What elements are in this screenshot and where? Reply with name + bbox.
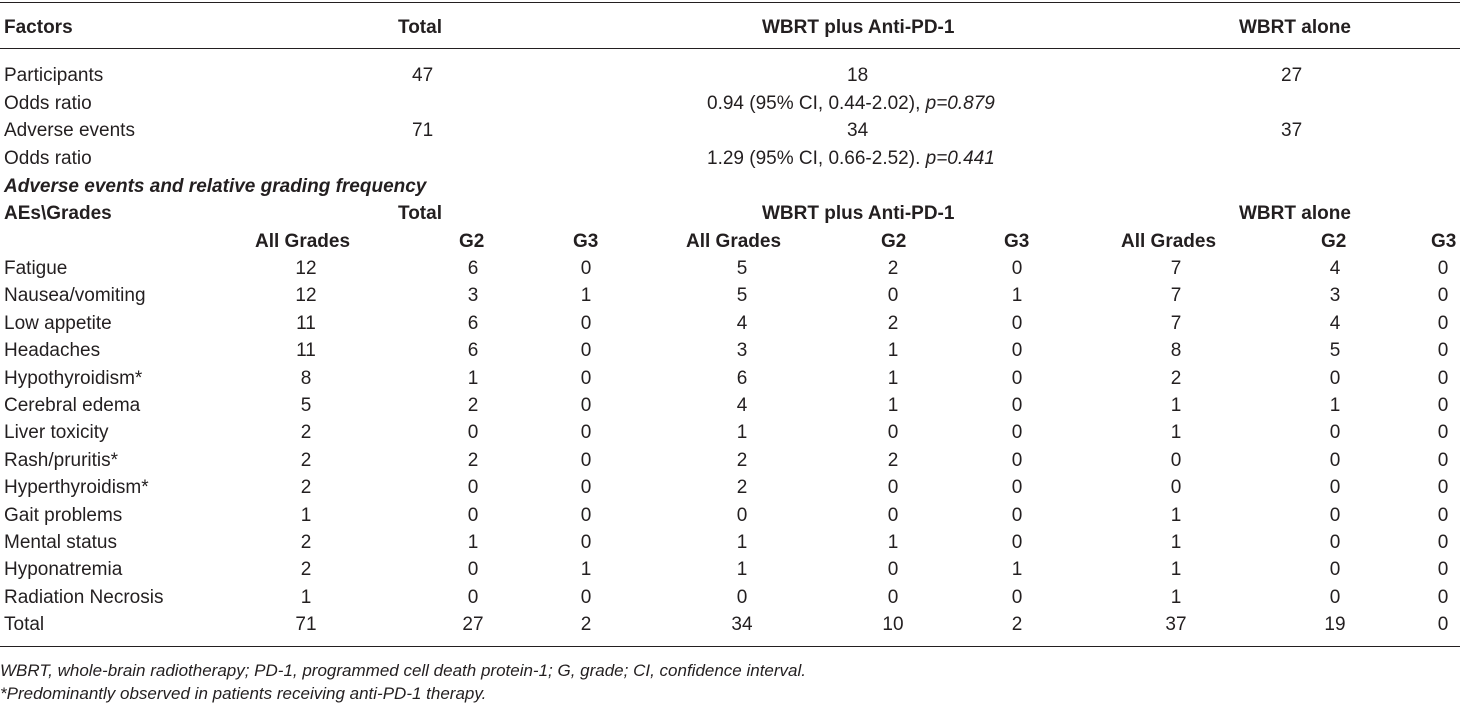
table-cell: 0 bbox=[1437, 340, 1449, 362]
table-cell: 0 bbox=[580, 395, 592, 416]
table-cell: 0 bbox=[1437, 367, 1449, 389]
table-cell: 0 bbox=[580, 258, 592, 279]
subheader-total: Total bbox=[398, 203, 442, 224]
table-cell: 0 bbox=[1329, 477, 1341, 499]
table-row bbox=[0, 447, 1460, 474]
table-cell: 2 bbox=[300, 449, 312, 471]
table-cell: 2 bbox=[467, 395, 479, 416]
table-cell: 12 bbox=[295, 258, 317, 279]
table-cell: 5 bbox=[736, 258, 748, 279]
table-cell: 0 bbox=[1329, 367, 1341, 389]
table-cell: 0 bbox=[1329, 449, 1341, 471]
table-cell: 0 bbox=[1437, 395, 1449, 416]
table-cell: 2 bbox=[887, 449, 899, 471]
row-label: Cerebral edema bbox=[4, 395, 141, 416]
grade-header-total-g3: G3 bbox=[573, 231, 599, 252]
row-label: Total bbox=[4, 614, 45, 636]
table-row bbox=[0, 282, 1460, 309]
table-cell: 1 bbox=[1329, 395, 1341, 416]
participants-alone: 27 bbox=[1281, 65, 1303, 86]
table-cell: 0 bbox=[887, 477, 899, 499]
adverse-events-alone: 37 bbox=[1281, 120, 1303, 141]
table-cell: 2 bbox=[300, 532, 312, 553]
table-cell: 2 bbox=[300, 559, 312, 581]
table-cell: 1 bbox=[1170, 504, 1182, 526]
table-cell: 0 bbox=[1011, 312, 1023, 334]
table-row bbox=[0, 611, 1460, 638]
table-cell: 1 bbox=[300, 504, 312, 526]
table-cell: 27 bbox=[462, 614, 484, 636]
table-cell: 2 bbox=[1170, 367, 1182, 389]
table-cell: 0 bbox=[887, 586, 899, 608]
table-cell: 0 bbox=[1011, 477, 1023, 499]
odds-ratio-row-2 bbox=[0, 145, 1460, 172]
header-combo: WBRT plus Anti-PD-1 bbox=[762, 17, 955, 38]
table-cell: 0 bbox=[1437, 586, 1449, 608]
row-label: Nausea/vomiting bbox=[4, 285, 146, 307]
table-cell: 7 bbox=[1170, 285, 1182, 307]
table-cell: 0 bbox=[580, 477, 592, 499]
table-cell: 34 bbox=[731, 614, 753, 636]
participants-combo: 18 bbox=[847, 65, 869, 86]
table-cell: 10 bbox=[882, 614, 904, 636]
header-total: Total bbox=[398, 17, 442, 38]
odds-ratio-value-1 bbox=[707, 90, 995, 117]
adverse-events-combo: 34 bbox=[847, 120, 869, 141]
table-cell: 1 bbox=[736, 532, 748, 553]
table-cell: 0 bbox=[1437, 258, 1449, 279]
odds-ratio-p-2: p=0.441 bbox=[925, 148, 995, 169]
table-cell: 3 bbox=[467, 285, 479, 307]
table-cell: 0 bbox=[1329, 422, 1341, 444]
table-cell: 0 bbox=[1329, 586, 1341, 608]
footnote-asterisk: *Predominantly observed in patients receiving anti-PD-1 therapy. bbox=[0, 684, 487, 703]
table-cell: 1 bbox=[300, 586, 312, 608]
table-cell: 0 bbox=[580, 340, 592, 362]
table-cell: 7 bbox=[1170, 258, 1182, 279]
table-row bbox=[0, 419, 1460, 446]
table-row bbox=[0, 310, 1460, 337]
row-label: Low appetite bbox=[4, 312, 112, 334]
table-cell: 71 bbox=[295, 614, 317, 636]
table-cell: 0 bbox=[580, 367, 592, 389]
table-cell: 4 bbox=[1329, 312, 1341, 334]
table-cell: 0 bbox=[1437, 614, 1449, 636]
table-cell: 0 bbox=[1011, 532, 1023, 553]
table-row bbox=[0, 474, 1460, 501]
table-row bbox=[0, 556, 1460, 583]
table-cell: 0 bbox=[887, 422, 899, 444]
table-cell: 0 bbox=[1437, 285, 1449, 307]
table-cell: 2 bbox=[467, 449, 479, 471]
table-cell: 8 bbox=[1170, 340, 1182, 362]
subheader-alone: WBRT alone bbox=[1239, 203, 1351, 224]
participants-label: Participants bbox=[4, 65, 104, 86]
table-cell: 1 bbox=[1170, 532, 1182, 553]
table-cell: 1 bbox=[736, 422, 748, 444]
footnote-abbreviations: WBRT, whole-brain radiotherapy; PD-1, programmed cell death protein-1; G, grade; CI, confidence interval. bbox=[0, 661, 807, 680]
row-label: Headaches bbox=[4, 340, 101, 362]
table-cell: 12 bbox=[295, 285, 317, 307]
table-cell: 1 bbox=[736, 559, 748, 581]
top-rule bbox=[0, 2, 1460, 3]
table-cell: 1 bbox=[887, 340, 899, 362]
table-cell: 1 bbox=[1011, 285, 1023, 307]
header-alone: WBRT alone bbox=[1239, 17, 1351, 38]
table-cell: 2 bbox=[1011, 614, 1023, 636]
table-cell: 0 bbox=[887, 285, 899, 307]
table-row bbox=[0, 255, 1460, 282]
table-cell: 7 bbox=[1170, 312, 1182, 334]
table-cell: 0 bbox=[467, 559, 479, 581]
table-row bbox=[0, 584, 1460, 611]
table-cell: 0 bbox=[467, 586, 479, 608]
table-cell: 0 bbox=[1011, 586, 1023, 608]
table-cell: 0 bbox=[1437, 504, 1449, 526]
subheader-row bbox=[0, 200, 1460, 227]
table-cell: 6 bbox=[736, 367, 748, 389]
odds-ratio-ci-1: 0.94 (95% CI, 0.44-2.02), bbox=[707, 93, 921, 114]
odds-ratio-row-1 bbox=[0, 90, 1460, 117]
table-cell: 0 bbox=[580, 586, 592, 608]
table-cell: 5 bbox=[736, 285, 748, 307]
table-cell: 1 bbox=[580, 285, 592, 307]
grade-header-alone-all: All Grades bbox=[1121, 231, 1217, 252]
table-cell: 0 bbox=[580, 504, 592, 526]
table-cell: 0 bbox=[1329, 559, 1341, 581]
table-cell: 1 bbox=[1170, 559, 1182, 581]
table-cell: 37 bbox=[1165, 614, 1187, 636]
table-cell: 0 bbox=[1011, 504, 1023, 526]
table-cell: 0 bbox=[1011, 258, 1023, 279]
table-cell: 6 bbox=[467, 312, 479, 334]
grade-header-row bbox=[0, 228, 1460, 255]
row-label: Fatigue bbox=[4, 258, 68, 279]
subheader-combo: WBRT plus Anti-PD-1 bbox=[762, 203, 955, 224]
row-label: Gait problems bbox=[4, 504, 123, 526]
table-cell: 4 bbox=[736, 312, 748, 334]
odds-ratio-label-2: Odds ratio bbox=[4, 148, 92, 169]
table-cell: 8 bbox=[300, 367, 312, 389]
table-cell: 0 bbox=[1437, 312, 1449, 334]
section-title: Adverse events and relative grading frequency bbox=[4, 176, 427, 197]
odds-ratio-label-1: Odds ratio bbox=[4, 93, 92, 114]
table-cell: 0 bbox=[580, 422, 592, 444]
section-title-row bbox=[0, 173, 1460, 200]
grade-header-total-all: All Grades bbox=[255, 231, 351, 252]
table-cell: 6 bbox=[467, 340, 479, 362]
table-row bbox=[0, 365, 1460, 392]
row-label: Radiation Necrosis bbox=[4, 586, 164, 608]
table-cell: 19 bbox=[1324, 614, 1346, 636]
grade-header-combo-g2: G2 bbox=[881, 231, 907, 252]
table-cell: 0 bbox=[1437, 559, 1449, 581]
table-cell: 2 bbox=[736, 449, 748, 471]
table-cell: 0 bbox=[1011, 367, 1023, 389]
table-cell: 0 bbox=[1011, 395, 1023, 416]
table-cell: 0 bbox=[1329, 504, 1341, 526]
subheader-aes-grades: AEs\Grades bbox=[4, 203, 112, 224]
table-row bbox=[0, 337, 1460, 364]
table-cell: 2 bbox=[580, 614, 592, 636]
adverse-events-label: Adverse events bbox=[4, 120, 135, 141]
row-label: Rash/pruritis* bbox=[4, 449, 119, 471]
table-cell: 2 bbox=[300, 477, 312, 499]
table-cell: 0 bbox=[1329, 532, 1341, 553]
table-cell: 0 bbox=[1170, 477, 1182, 499]
table-cell: 0 bbox=[736, 504, 748, 526]
table-cell: 1 bbox=[1170, 586, 1182, 608]
table-cell: 1 bbox=[1170, 395, 1182, 416]
grade-header-alone-g3: G3 bbox=[1431, 231, 1457, 252]
table-row bbox=[0, 502, 1460, 529]
participants-row bbox=[0, 62, 1460, 89]
table-cell: 1 bbox=[1170, 422, 1182, 444]
table-row bbox=[0, 529, 1460, 556]
table-cell: 5 bbox=[1329, 340, 1341, 362]
table-cell: 0 bbox=[1011, 449, 1023, 471]
table-cell: 5 bbox=[300, 395, 312, 416]
table-cell: 0 bbox=[467, 422, 479, 444]
table-cell: 0 bbox=[1437, 532, 1449, 553]
table-cell: 3 bbox=[1329, 285, 1341, 307]
table-cell: 4 bbox=[736, 395, 748, 416]
table-cell: 0 bbox=[1011, 340, 1023, 362]
table-cell: 1 bbox=[887, 532, 899, 553]
table-cell: 0 bbox=[1437, 477, 1449, 499]
table-cell: 1 bbox=[580, 559, 592, 581]
table-cell: 2 bbox=[887, 258, 899, 279]
table-cell: 1 bbox=[887, 367, 899, 389]
table-cell: 0 bbox=[580, 532, 592, 553]
table-cell: 0 bbox=[1437, 422, 1449, 444]
table-cell: 1 bbox=[887, 395, 899, 416]
adverse-events-total: 71 bbox=[412, 120, 434, 141]
table-cell: 11 bbox=[296, 340, 316, 362]
row-label: Liver toxicity bbox=[4, 422, 109, 444]
table-cell: 1 bbox=[1011, 559, 1023, 581]
adverse-events-row bbox=[0, 117, 1460, 144]
row-label: Hypothyroidism* bbox=[4, 367, 143, 389]
table-cell: 2 bbox=[887, 312, 899, 334]
participants-total: 47 bbox=[412, 65, 434, 86]
table-cell: 0 bbox=[467, 504, 479, 526]
grade-header-alone-g2: G2 bbox=[1321, 231, 1347, 252]
table-cell: 0 bbox=[467, 477, 479, 499]
header-rule bbox=[0, 48, 1460, 49]
row-label: Hyponatremia bbox=[4, 559, 123, 581]
bottom-rule bbox=[0, 646, 1460, 647]
table-header-row bbox=[0, 14, 1460, 41]
grade-header-combo-all: All Grades bbox=[686, 231, 782, 252]
table-cell: 0 bbox=[1170, 449, 1182, 471]
table-cell: 2 bbox=[300, 422, 312, 444]
row-label: Mental status bbox=[4, 532, 117, 553]
table-cell: 11 bbox=[296, 312, 316, 334]
table-cell: 0 bbox=[887, 559, 899, 581]
grade-header-total-g2: G2 bbox=[459, 231, 485, 252]
table-cell: 4 bbox=[1329, 258, 1341, 279]
odds-ratio-value-2 bbox=[707, 145, 995, 172]
odds-ratio-ci-2: 1.29 (95% CI, 0.66-2.52). bbox=[707, 148, 921, 169]
table-row bbox=[0, 392, 1460, 419]
table-cell: 0 bbox=[1437, 449, 1449, 471]
table-cell: 0 bbox=[736, 586, 748, 608]
table-cell: 2 bbox=[736, 477, 748, 499]
table-cell: 0 bbox=[887, 504, 899, 526]
grade-header-combo-g3: G3 bbox=[1004, 231, 1030, 252]
header-factors: Factors bbox=[4, 17, 73, 38]
odds-ratio-p-1: p=0.879 bbox=[925, 93, 995, 114]
table-cell: 0 bbox=[1011, 422, 1023, 444]
table-cell: 6 bbox=[467, 258, 479, 279]
table-cell: 1 bbox=[467, 367, 479, 389]
table-cell: 0 bbox=[580, 449, 592, 471]
table-cell: 3 bbox=[736, 340, 748, 362]
row-label: Hyperthyroidism* bbox=[4, 477, 149, 499]
table-cell: 1 bbox=[467, 532, 479, 553]
table-cell: 0 bbox=[580, 312, 592, 334]
